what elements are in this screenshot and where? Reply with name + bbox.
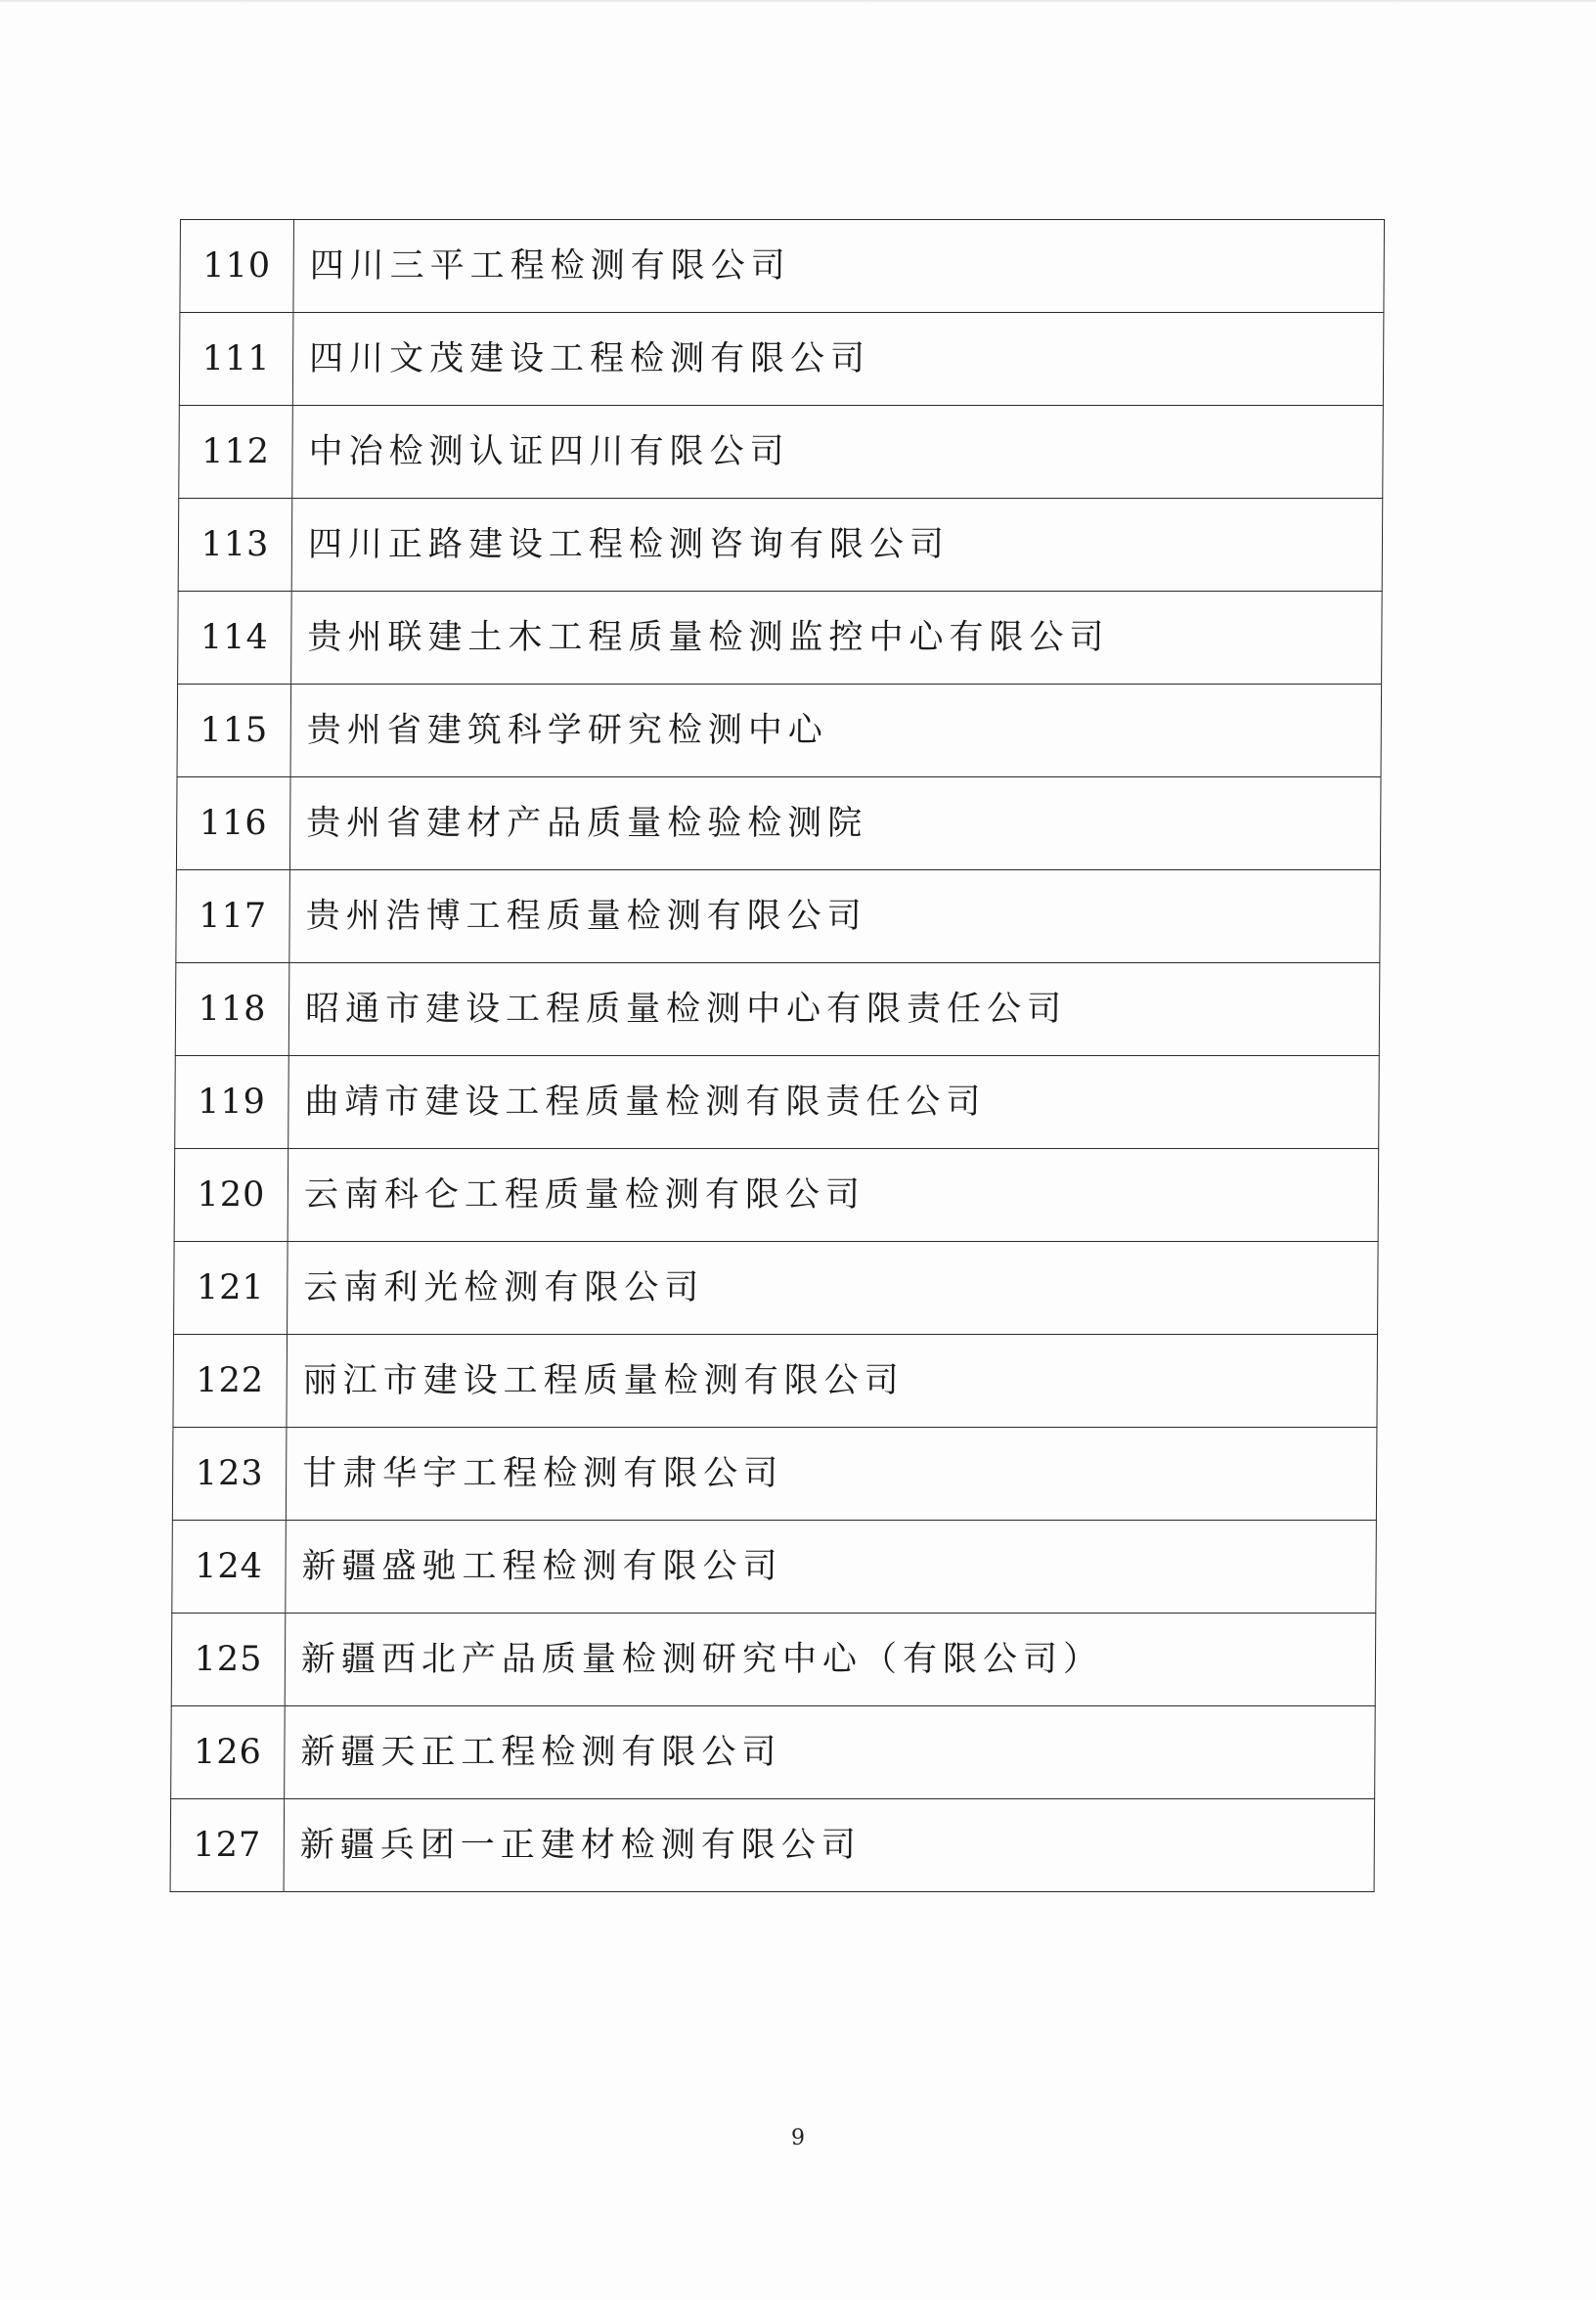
institution-name: 新疆天正工程检测有限公司: [285, 1706, 1376, 1799]
row-number: 116: [176, 777, 290, 870]
table-row: [175, 963, 1380, 1056]
institution-name: 贵州省建材产品质量检验检测院: [289, 777, 1381, 870]
row-number: 111: [179, 313, 293, 406]
institution-name: 新疆盛驰工程检测有限公司: [286, 1521, 1377, 1614]
row-number: 113: [178, 499, 292, 592]
institution-name: 四川正路建设工程检测咨询有限公司: [291, 499, 1383, 592]
institution-name: 丽江市建设工程质量检测有限公司: [287, 1335, 1378, 1428]
table-row: [174, 1242, 1379, 1335]
row-number: 119: [175, 1056, 289, 1149]
page-number: 9: [791, 2126, 805, 2150]
institution-name: 新疆兵团一正建材检测有限公司: [284, 1799, 1375, 1892]
table-row: [176, 777, 1381, 870]
table-row: [174, 1149, 1379, 1242]
row-number: 124: [172, 1521, 287, 1614]
institution-name: 贵州省建筑科学研究检测中心: [290, 685, 1382, 777]
table-row: [180, 220, 1385, 313]
institution-name: 四川文茂建设工程检测有限公司: [292, 313, 1384, 406]
institution-name: 甘肃华宇工程检测有限公司: [286, 1428, 1377, 1521]
table-row: [179, 406, 1384, 499]
row-number: 114: [178, 592, 292, 685]
row-number: 123: [172, 1428, 287, 1521]
table-row: [178, 499, 1383, 592]
row-number: 120: [174, 1149, 288, 1242]
institution-name: 贵州浩博工程质量检测有限公司: [289, 870, 1381, 963]
table-row: [178, 592, 1383, 685]
row-number: 127: [170, 1799, 285, 1892]
table-row: [171, 1706, 1376, 1799]
row-number: 115: [177, 685, 291, 777]
table-row: [173, 1335, 1378, 1428]
institution-name: 新疆西北产品质量检测研究中心（有限公司）: [285, 1614, 1376, 1706]
institution-list-table: [170, 219, 1385, 1892]
table-body: [170, 220, 1384, 1892]
table-row: [175, 1056, 1380, 1149]
institution-name: 贵州联建土木工程质量检测监控中心有限公司: [291, 592, 1383, 685]
institution-name: 昭通市建设工程质量检测中心有限责任公司: [288, 963, 1380, 1056]
table-row: [172, 1521, 1377, 1614]
institution-name: 云南科仑工程质量检测有限公司: [288, 1149, 1379, 1242]
table-row: [172, 1428, 1377, 1521]
row-number: 126: [171, 1706, 286, 1799]
row-number: 112: [179, 406, 293, 499]
row-number: 121: [174, 1242, 288, 1335]
row-number: 118: [175, 963, 289, 1056]
table-row: [179, 313, 1384, 406]
row-number: 117: [176, 870, 290, 963]
institution-name: 中冶检测认证四川有限公司: [292, 406, 1384, 499]
institution-name: 四川三平工程检测有限公司: [293, 220, 1385, 313]
table-row: [176, 870, 1381, 963]
row-number: 125: [171, 1614, 286, 1706]
institution-name: 曲靖市建设工程质量检测有限责任公司: [288, 1056, 1380, 1149]
row-number: 110: [180, 220, 294, 313]
institution-name: 云南利光检测有限公司: [288, 1242, 1379, 1335]
table-row: [171, 1614, 1376, 1706]
table-row: [177, 685, 1382, 777]
scan-edge: [0, 0, 1596, 3]
table-row: [170, 1799, 1375, 1892]
row-number: 122: [173, 1335, 288, 1428]
